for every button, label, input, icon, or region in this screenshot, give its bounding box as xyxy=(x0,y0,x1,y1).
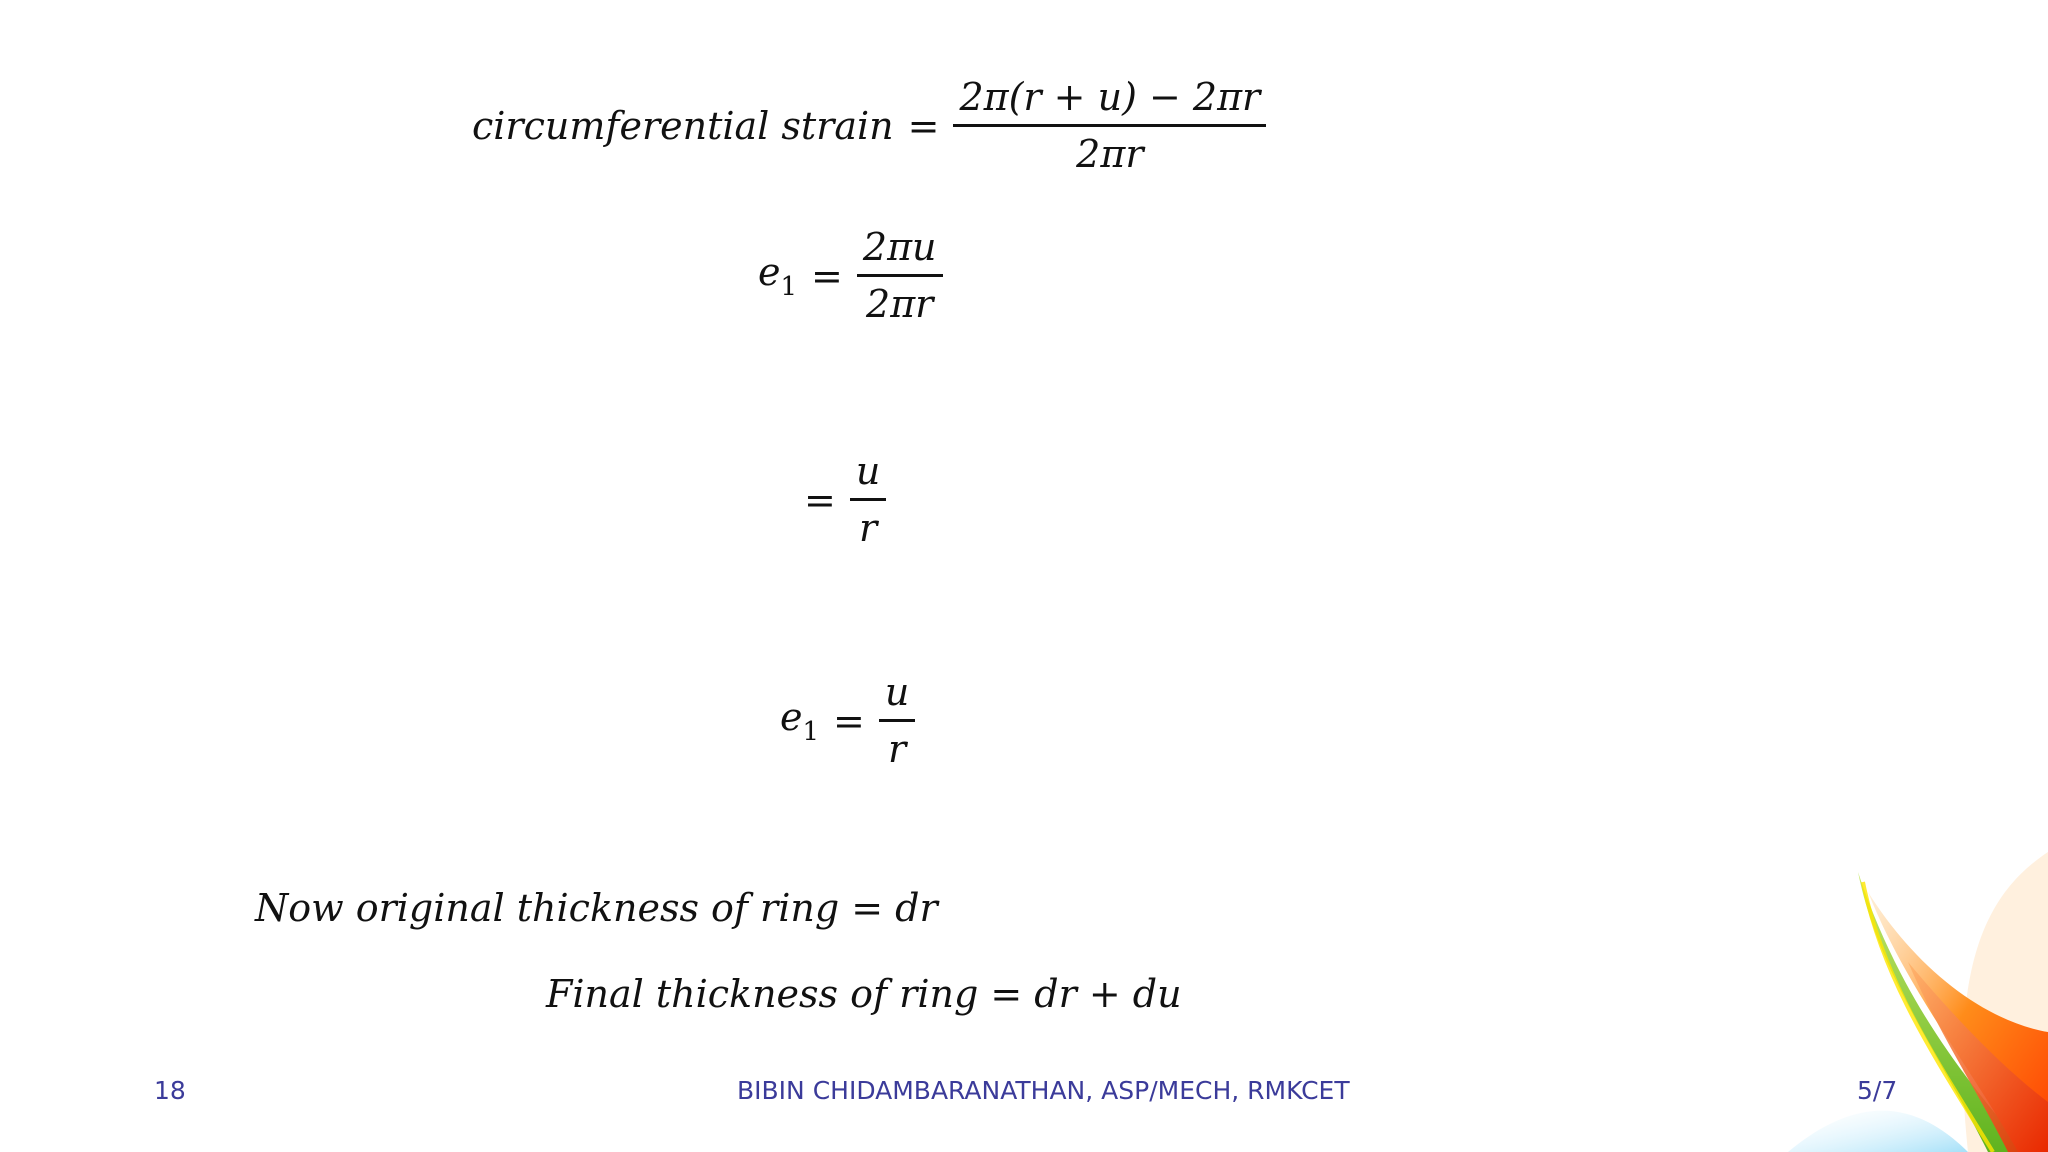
eq4-denominator: r xyxy=(879,719,915,768)
eq2-fraction xyxy=(857,225,943,326)
eq3-equals: = xyxy=(804,477,836,522)
eq2-equals: = xyxy=(811,253,843,298)
eq3-fraction xyxy=(850,449,886,550)
slide-number: 18 xyxy=(154,1076,186,1105)
eq2-lhs xyxy=(758,250,797,302)
decorative-swirl-graphic xyxy=(1788,852,2048,1152)
eq4-numerator: u xyxy=(884,670,910,714)
eq4-lhs-base: e xyxy=(780,694,803,739)
eq1-denominator: 2πr xyxy=(953,124,1266,173)
eq1-numerator: 2π(r + u) − 2πr xyxy=(959,75,1261,119)
original-thickness-text: Now original thickness of ring = dr xyxy=(255,886,938,930)
eq4-equals: = xyxy=(833,698,865,743)
eq4-lhs xyxy=(780,695,819,747)
eq4-lhs-subscript: 1 xyxy=(802,716,820,747)
eq1-equals: = xyxy=(907,103,940,148)
equation-circumferential-strain xyxy=(472,75,1266,176)
eq2-numerator: 2πu xyxy=(862,225,937,269)
equation-u-over-r xyxy=(790,449,886,550)
final-thickness-text: Final thickness of ring = dr + du xyxy=(546,972,1182,1016)
eq3-denominator: r xyxy=(850,498,886,547)
eq1-lhs: circumferential strain xyxy=(472,103,894,148)
equation-e1-result xyxy=(780,670,915,771)
eq3-numerator: u xyxy=(855,449,881,493)
eq2-denominator: 2πr xyxy=(857,274,943,323)
eq4-fraction xyxy=(879,670,915,771)
footer-author: BIBIN CHIDAMBARANATHAN, ASP/MECH, RMKCET xyxy=(737,1076,1350,1105)
page-indicator: 5/7 xyxy=(1857,1076,1898,1105)
original-thickness-line xyxy=(255,886,938,930)
equation-e1-fraction xyxy=(758,225,943,326)
final-thickness-line xyxy=(546,972,1182,1016)
eq2-lhs-subscript: 1 xyxy=(780,271,798,302)
eq2-lhs-base: e xyxy=(758,249,781,294)
eq1-fraction xyxy=(953,75,1266,176)
